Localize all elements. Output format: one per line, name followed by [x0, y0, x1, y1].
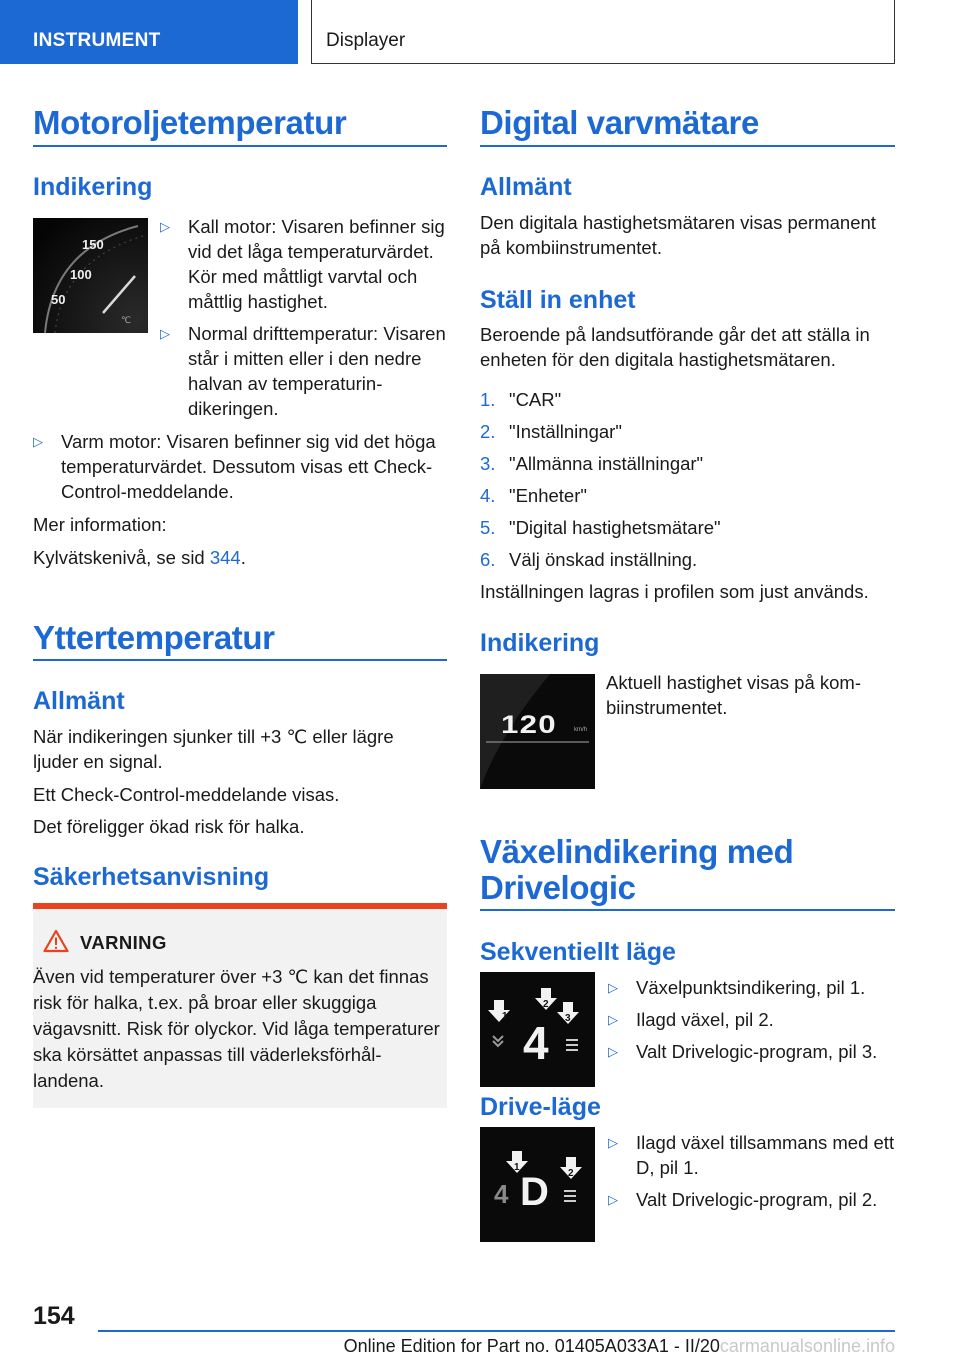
triangle-bullet-icon: ▷ [160, 326, 170, 341]
gauge-label-150: 150 [82, 237, 104, 252]
triangle-bullet-icon: ▷ [608, 1135, 618, 1150]
gauge-label-50: 50 [51, 292, 66, 307]
drive-mode-image [480, 1127, 595, 1242]
sequential-gear-image [480, 972, 595, 1087]
footer-edition: Online Edition for Part no. 01405A033A1 - II/20carmanualsonline.info [343, 1336, 895, 1356]
triangle-bullet-icon: ▷ [608, 980, 618, 995]
subheading-indikering: Indikering [33, 173, 153, 201]
arrow-label-2: 2 [568, 1168, 574, 1179]
heading-rule [480, 145, 895, 147]
paragraph-stored: Inställningen lagras i profilen som just används. [480, 581, 869, 602]
warning-bar [33, 903, 447, 909]
topic-label: Displayer [326, 30, 406, 51]
warning-triangle-icon [43, 929, 69, 953]
page-number: 154 [33, 1302, 75, 1330]
arrow-label-1: 1 [502, 1011, 508, 1022]
bullet-cold-engine: ▷ Kall motor: Visaren befinner sig vid det låga temperaturvärdet. Kör med måttligt varvtal och måttlig hastighet. [160, 216, 445, 312]
bullet-drivelogic-program: ▷ Valt Drivelogic-program, pil 3. [608, 1041, 878, 1062]
triangle-bullet-icon: ▷ [33, 434, 43, 449]
subheading-indikering: Indikering [480, 629, 600, 657]
speed-value: 120 [501, 711, 557, 739]
triangle-bullet-icon: ▷ [608, 1192, 618, 1207]
cross-reference: Kylvätskenivå, se sid 344. [33, 547, 246, 568]
paragraph-slippery: Det föreligger ökad risk för halka. [33, 816, 305, 837]
triangle-bullet-icon: ▷ [608, 1044, 618, 1059]
bullet-drive-program: ▷ Valt Drivelogic-program, pil 2. [608, 1189, 878, 1210]
heading-digital-speedo: Digital varvmätare [480, 104, 759, 141]
warning-title: VARNING [80, 932, 167, 953]
section-tab [0, 0, 298, 64]
bullet-warm-engine: ▷ Varm motor: Visaren befinner sig vid det höga temperaturvärdet. Dessutom visas ett Check-Control-meddelande. [33, 431, 436, 502]
subheading-allmant: Allmänt [480, 173, 572, 201]
heading-gear-indicator: Växelindikering med Drivelogic [480, 833, 794, 906]
arrow-label-1: 1 [514, 1162, 520, 1173]
triangle-bullet-icon: ▷ [608, 1012, 618, 1027]
svg-text:℃: ℃ [121, 316, 132, 326]
bullet-normal-temp: ▷ Normal drifttemperatur: Visaren står i mitten eller i den nedre halvan av temperaturindikeringen. [160, 323, 446, 419]
bullet-engaged-gear: ▷ Ilagd växel, pil 2. [608, 1009, 774, 1030]
heading-oil-temp: Motoroljetemperatur [33, 104, 347, 141]
heading-rule [480, 909, 895, 911]
bullet-engaged-gear-d: ▷ Ilagd växel tillsammans med ett D, pil 1. [608, 1132, 895, 1178]
triangle-bullet-icon: ▷ [160, 219, 170, 234]
subheading-set-unit: Ställ in enhet [480, 286, 636, 314]
paragraph-current-speed: Aktuell hastighet visas på kombiinstrumentet. [606, 672, 862, 718]
subheading-drive-mode: Drive-läge [480, 1093, 601, 1121]
page-ref-link[interactable]: 344 [209, 547, 241, 568]
subheading-safety: Säkerhetsanvisning [33, 863, 270, 891]
paragraph-set-unit: Beroende på landsutförande går det att ställa in enheten för den digitala hastighetsmätaren. [480, 324, 870, 370]
warning-box [33, 903, 447, 1108]
heading-outside-temp: Yttertemperatur [33, 619, 275, 656]
subheading-sequential: Sekventiellt läge [480, 938, 676, 966]
heading-rule [33, 659, 447, 661]
gauge-label-100: 100 [70, 267, 92, 282]
watermark: carmanualsonline.info [719, 1336, 895, 1356]
speed-display-image [480, 674, 595, 789]
paragraph-check-control: Ett Check-Control-meddelande visas. [33, 784, 340, 805]
oil-temp-gauge-image [33, 218, 148, 333]
arrow-label-3: 3 [565, 1013, 571, 1024]
section-label: INSTRUMENT [33, 30, 161, 51]
paragraph-signal: När indikeringen sjunker till +3 ℃ eller lägre ljuder en signal. [33, 726, 394, 772]
topic-tab [311, 0, 895, 64]
current-gear: 4 [523, 1017, 549, 1069]
drive-gear-letter: D [520, 1170, 549, 1214]
speed-unit: km/h [574, 727, 588, 733]
footer-rule [98, 1330, 895, 1332]
bullet-shift-point: ▷ Växelpunktsindikering, pil 1. [608, 977, 866, 998]
paragraph-speedo-general: Den digitala hastighetsmätaren visas permanent på kombiinstrumentet. [480, 212, 876, 258]
subheading-allmant: Allmänt [33, 687, 125, 715]
gear-number-small: 4 [494, 1179, 509, 1209]
heading-rule [33, 145, 447, 147]
arrow-label-2: 2 [543, 999, 549, 1010]
more-info-label: Mer information: [33, 514, 167, 535]
warning-text: Även vid temperaturer över +3 ℃ kan det finnas risk för halka, t.ex. på broar eller skuggiga vägavsnitt. Risk för olyckor. Vid låga temperaturer ska körsättet anpassas till väderleksförhållandena. [33, 966, 440, 1091]
